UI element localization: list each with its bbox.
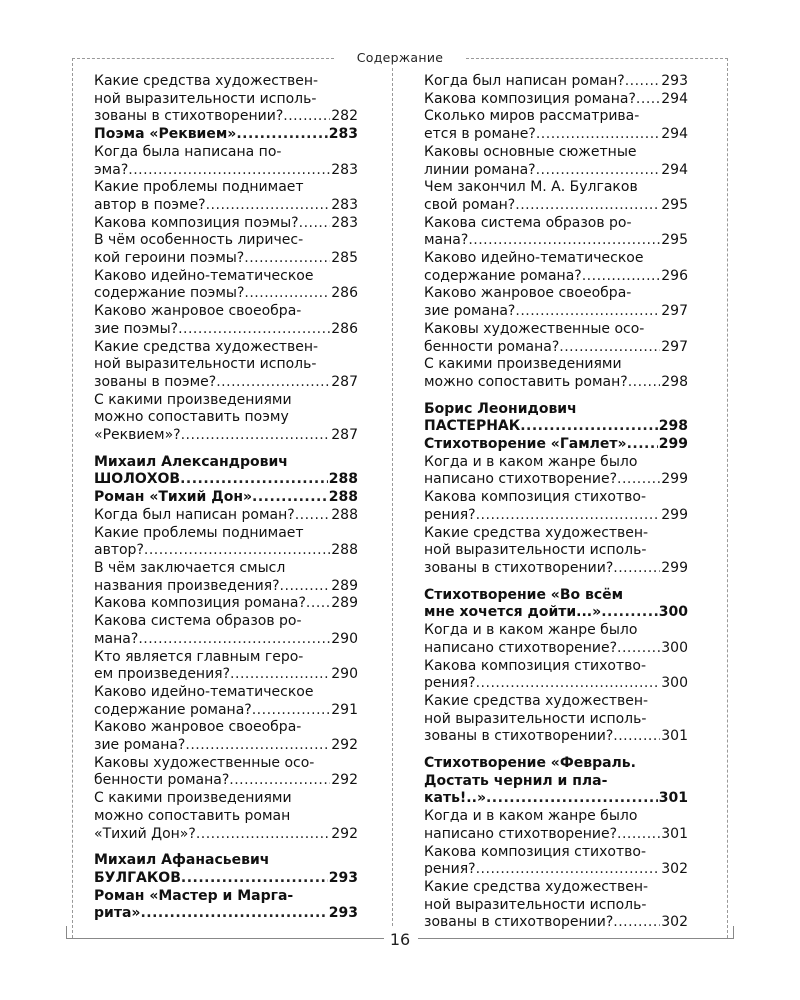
toc-entry-line: Каково жанровое своеобра- xyxy=(424,285,632,302)
dot-leader xyxy=(613,560,660,578)
toc-page-number: 288 xyxy=(331,542,358,559)
toc-entry-final-line xyxy=(94,471,358,489)
toc-entry-line: Какие проблемы поднимает xyxy=(94,179,304,196)
toc-page-number: 288 xyxy=(328,471,358,488)
toc-entry[interactable] xyxy=(94,454,358,489)
toc-entry-line: Какие проблемы поднимает xyxy=(94,524,304,541)
toc-entry-line: Когда и в каком жанре было xyxy=(424,453,638,470)
toc-entry-line: Какова система образов ро- xyxy=(424,214,632,231)
toc-right-column xyxy=(424,73,688,932)
toc-entry-final-line xyxy=(94,162,358,180)
toc-entry-line: Каково идейно-тематическое xyxy=(94,683,314,700)
dot-leader xyxy=(486,790,658,808)
toc-entry-final-line xyxy=(94,250,358,268)
toc-entry-text: «Тихий Дон»? xyxy=(94,825,196,842)
toc-page-number: 283 xyxy=(328,126,358,143)
toc-entry-text: БУЛГАКОВ xyxy=(94,869,181,886)
dot-leader xyxy=(185,737,330,755)
toc-page-number: 293 xyxy=(328,869,358,886)
toc-entry[interactable] xyxy=(424,285,688,320)
toc-entry[interactable] xyxy=(424,179,688,214)
toc-entry[interactable] xyxy=(94,649,358,684)
toc-entry[interactable] xyxy=(94,73,358,126)
toc-entry-text: Какова композиция поэмы? xyxy=(94,214,299,231)
toc-entry-text: ШОЛОХОВ xyxy=(94,471,181,488)
toc-entry[interactable] xyxy=(424,250,688,285)
toc-entry[interactable] xyxy=(424,525,688,578)
toc-page-number: 288 xyxy=(331,506,358,523)
toc-entry-final-line xyxy=(94,507,358,525)
dot-leader xyxy=(476,675,661,693)
toc-entry-text: зие поэмы? xyxy=(94,320,179,337)
toc-page-number: 282 xyxy=(331,108,358,125)
toc-page-number: 290 xyxy=(331,630,358,647)
toc-entry-final-line xyxy=(94,542,358,560)
toc-page-number: 299 xyxy=(658,436,688,453)
dot-leader xyxy=(252,702,331,720)
toc-entry-line: Каково жанровое своеобра- xyxy=(94,303,302,320)
toc-entry-text: рения? xyxy=(424,675,476,692)
toc-entry[interactable] xyxy=(424,321,688,356)
toc-page-number: 292 xyxy=(331,772,358,789)
toc-entry-line: Какие средства художествен- xyxy=(424,692,649,709)
toc-entry-line: Михаил Александрович xyxy=(94,453,288,470)
toc-entry-text: написано стихотворение? xyxy=(424,825,617,842)
toc-entry-text: автор? xyxy=(94,542,144,559)
toc-page-number: 287 xyxy=(331,373,358,390)
dot-leader xyxy=(617,640,660,658)
dot-leader xyxy=(244,250,330,268)
toc-page-number: 299 xyxy=(661,471,688,488)
dot-leader xyxy=(468,232,660,250)
toc-entry-final-line xyxy=(424,374,688,392)
dot-leader xyxy=(613,728,660,746)
toc-entry-line: Каковы художественные осо- xyxy=(424,320,645,337)
toc-entry[interactable] xyxy=(424,489,688,524)
toc-entry[interactable] xyxy=(424,108,688,143)
toc-page-number: 290 xyxy=(331,666,358,683)
toc-entry-final-line xyxy=(424,436,688,454)
dot-leader xyxy=(128,162,330,180)
dot-leader xyxy=(625,73,661,91)
toc-page-number: 285 xyxy=(331,250,358,267)
dot-leader xyxy=(306,595,330,613)
toc-entry-text: можно сопоставить роман? xyxy=(424,373,628,390)
toc-entry[interactable] xyxy=(94,144,358,179)
dot-leader xyxy=(252,489,328,507)
toc-page-number: 295 xyxy=(661,196,688,213)
toc-entry-text: зованы в поэме? xyxy=(94,373,217,390)
toc-entry[interactable] xyxy=(94,126,358,144)
dot-leader xyxy=(515,303,660,321)
toc-entry-final-line xyxy=(424,640,688,658)
section-title: Содержание xyxy=(356,50,444,65)
dot-leader xyxy=(229,772,330,790)
dot-leader xyxy=(617,471,660,489)
toc-entry-line: Каково идейно-тематическое xyxy=(424,250,644,267)
toc-page-number: 301 xyxy=(661,825,688,842)
toc-entry-final-line xyxy=(424,471,688,489)
toc-entry[interactable] xyxy=(94,339,358,392)
toc-entry-line: С какими произведениями xyxy=(94,391,292,408)
toc-entry-final-line xyxy=(94,285,358,303)
toc-entry-line: Каково идейно-тематическое xyxy=(94,267,314,284)
toc-entry-text: автор в поэме? xyxy=(94,196,206,213)
toc-entry-text: мана? xyxy=(424,232,469,249)
dot-leader xyxy=(627,436,658,454)
toc-entry-final-line xyxy=(424,418,688,436)
toc-entry-line: Какие средства художествен- xyxy=(94,338,319,355)
toc-entry-text: кать!..» xyxy=(424,790,486,807)
toc-entry-text: мана? xyxy=(94,630,139,647)
toc-entry-line: Когда и в каком жанре было xyxy=(424,622,638,639)
toc-entry-final-line xyxy=(94,321,358,339)
toc-entry-text: зованы в стихотворении? xyxy=(424,559,614,576)
toc-entry-text: мне хочется дойти...» xyxy=(424,604,602,621)
toc-entry-final-line xyxy=(424,91,688,109)
toc-entry-text: зованы в стихотворении? xyxy=(94,108,284,125)
toc-entry[interactable] xyxy=(424,91,688,109)
toc-entry[interactable] xyxy=(424,693,688,746)
toc-entry-final-line xyxy=(424,826,688,844)
dot-leader xyxy=(283,108,330,126)
dot-leader xyxy=(601,604,658,622)
toc-entry-final-line xyxy=(94,631,358,649)
toc-entry[interactable] xyxy=(94,215,358,233)
toc-entry-line: ной выразительности исполь- xyxy=(424,710,647,727)
toc-page-number: 294 xyxy=(661,90,688,107)
toc-entry-line: ной выразительности исполь- xyxy=(94,90,317,107)
toc-entry-final-line xyxy=(424,197,688,215)
toc-page-number: 289 xyxy=(331,595,358,612)
dot-leader xyxy=(236,126,327,144)
toc-entry[interactable] xyxy=(94,613,358,648)
column-divider xyxy=(392,68,393,926)
toc-page-number: 300 xyxy=(658,604,688,621)
toc-page-number: 302 xyxy=(661,861,688,878)
toc-entry-line: ной выразительности исполь- xyxy=(424,896,647,913)
toc-entry-line: С какими произведениями xyxy=(94,790,292,807)
toc-entry-line: Какие средства художествен- xyxy=(424,524,649,541)
toc-left-column xyxy=(94,73,358,923)
toc-entry-line: Когда была написана по- xyxy=(94,143,282,160)
toc-entry-line: В чём особенность лиричес- xyxy=(94,232,304,249)
toc-page-number: 299 xyxy=(661,559,688,576)
toc-page-number: 293 xyxy=(661,73,688,89)
toc-entry-final-line xyxy=(94,595,358,613)
toc-entry[interactable] xyxy=(94,179,358,214)
toc-entry-text: Стихотворение «Гамлет» xyxy=(424,436,627,453)
toc-entry-final-line xyxy=(424,507,688,525)
toc-page-number: 297 xyxy=(661,303,688,320)
toc-entry-final-line xyxy=(94,374,358,392)
toc-page-number: 287 xyxy=(331,427,358,444)
toc-page-number: 283 xyxy=(331,161,358,178)
toc-entry-final-line xyxy=(424,560,688,578)
toc-entry-line: Какие средства художествен- xyxy=(424,878,649,895)
toc-entry-text: свой роман? xyxy=(424,196,516,213)
dot-leader xyxy=(299,215,331,233)
toc-entry-line: Какие средства художествен- xyxy=(94,73,319,89)
toc-entry-line: Каково жанровое своеобра- xyxy=(94,719,302,736)
toc-entry-text: бенности романа? xyxy=(424,338,560,355)
toc-entry[interactable] xyxy=(94,560,358,595)
toc-page-number: 297 xyxy=(661,338,688,355)
toc-entry-final-line xyxy=(424,268,688,286)
toc-entry-final-line xyxy=(94,427,358,445)
toc-entry-text: Роман «Тихий Дон» xyxy=(94,489,253,506)
toc-entry-line: Каковы основные сюжетные xyxy=(424,143,637,160)
toc-entry[interactable] xyxy=(94,888,358,923)
toc-page-number: 298 xyxy=(658,418,688,435)
toc-page-number: 289 xyxy=(331,577,358,594)
toc-entry-final-line xyxy=(94,197,358,215)
toc-entry-line: Кто является главным геро- xyxy=(94,648,304,665)
toc-page-number: 283 xyxy=(331,214,358,231)
toc-entry-final-line xyxy=(94,215,358,233)
toc-entry-final-line xyxy=(94,126,358,144)
toc-entry-line: В чём заключается смысл xyxy=(94,559,286,576)
toc-entry[interactable] xyxy=(424,215,688,250)
dot-leader xyxy=(244,285,330,303)
toc-page-number: 302 xyxy=(661,914,688,931)
toc-entry-text: «Реквием»? xyxy=(94,427,181,444)
toc-entry-line: Какова система образов ро- xyxy=(94,613,302,630)
toc-page-number: 292 xyxy=(331,737,358,754)
toc-entry-final-line xyxy=(94,702,358,720)
toc-entry-final-line xyxy=(424,790,688,808)
toc-entry-final-line xyxy=(94,870,358,888)
toc-entry[interactable] xyxy=(424,144,688,179)
toc-entry-line: ной выразительности исполь- xyxy=(424,542,647,559)
toc-entry-final-line xyxy=(94,578,358,596)
dot-leader xyxy=(216,374,330,392)
toc-entry-final-line xyxy=(424,728,688,746)
toc-entry[interactable] xyxy=(94,507,358,525)
toc-entry-line: Сколько миров рассматрива- xyxy=(424,108,640,125)
toc-entry-line: Борис Леонидович xyxy=(424,400,577,417)
toc-entry[interactable] xyxy=(94,268,358,303)
toc-entry-line: Какова композиция стихотво- xyxy=(424,843,646,860)
toc-entry[interactable] xyxy=(424,454,688,489)
toc-entry-text: зованы в стихотворении? xyxy=(424,728,614,745)
toc-entry[interactable] xyxy=(424,808,688,843)
toc-entry[interactable] xyxy=(424,879,688,932)
toc-entry-final-line xyxy=(424,861,688,879)
toc-entry-final-line xyxy=(94,737,358,755)
dot-leader xyxy=(476,507,661,525)
toc-entry-text: Поэма «Реквием» xyxy=(94,126,237,143)
toc-entry[interactable] xyxy=(94,392,358,445)
dot-leader xyxy=(295,507,331,525)
toc-entry-final-line xyxy=(424,126,688,144)
frame-left-edge xyxy=(72,58,73,938)
toc-entry-line: Стихотворение «Февраль. xyxy=(424,755,636,772)
toc-entry-text: рения? xyxy=(424,861,476,878)
toc-entry[interactable] xyxy=(94,755,358,790)
dot-leader xyxy=(181,427,331,445)
toc-entry-text: бенности романа? xyxy=(94,772,230,789)
toc-page-number: 298 xyxy=(661,373,688,390)
toc-entry-text: Когда был написан роман? xyxy=(424,73,625,89)
toc-entry-text: рита» xyxy=(94,905,141,922)
dot-leader xyxy=(144,542,330,560)
toc-entry-text: зованы в стихотворении? xyxy=(424,914,614,931)
toc-page-number: 299 xyxy=(661,506,688,523)
toc-entry-line: ной выразительности исполь- xyxy=(94,356,317,373)
dot-leader xyxy=(628,374,661,392)
dot-leader xyxy=(613,914,660,932)
dot-leader xyxy=(196,826,330,844)
toc-entry[interactable] xyxy=(424,436,688,454)
toc-page-number: 283 xyxy=(331,196,358,213)
toc-entry-line: Роман «Мастер и Марга- xyxy=(94,887,294,904)
dot-leader xyxy=(181,870,328,888)
toc-entry-text: кой героини поэмы? xyxy=(94,250,245,267)
dot-leader xyxy=(178,321,330,339)
toc-entry[interactable] xyxy=(94,790,358,843)
toc-entry-text: рения? xyxy=(424,506,476,523)
toc-page-number: 286 xyxy=(331,285,358,302)
toc-entry[interactable] xyxy=(424,658,688,693)
dot-leader xyxy=(636,91,660,109)
toc-entry-text: ется в романе? xyxy=(424,126,536,143)
toc-page-number: 301 xyxy=(661,728,688,745)
dot-leader xyxy=(230,666,330,684)
dot-leader xyxy=(138,631,330,649)
dot-leader xyxy=(536,162,661,180)
toc-entry-text: содержание романа? xyxy=(424,267,582,284)
toc-entry-text: зие романа? xyxy=(94,737,186,754)
dot-leader xyxy=(180,471,328,489)
toc-entry-text: написано стихотворение? xyxy=(424,639,617,656)
toc-page-number: 296 xyxy=(661,267,688,284)
toc-entry-line: Каковы художественные осо- xyxy=(94,754,315,771)
toc-entry-final-line xyxy=(424,73,688,91)
toc-entry[interactable] xyxy=(94,489,358,507)
toc-entry-text: ем произведения? xyxy=(94,666,231,683)
toc-entry-final-line xyxy=(424,339,688,357)
toc-entry-text: названия произведения? xyxy=(94,577,280,594)
dot-leader xyxy=(206,197,331,215)
toc-entry[interactable] xyxy=(94,684,358,719)
toc-entry-line: С какими произведениями xyxy=(424,356,622,373)
toc-entry-text: линии романа? xyxy=(424,161,536,178)
toc-entry-line: Чем закончил М. А. Булгаков xyxy=(424,179,638,196)
toc-entry-final-line xyxy=(424,232,688,250)
toc-entry-final-line xyxy=(94,826,358,844)
toc-entry-final-line xyxy=(94,772,358,790)
toc-entry-final-line xyxy=(424,914,688,932)
toc-page-number: 291 xyxy=(331,701,358,718)
dot-leader xyxy=(559,339,660,357)
frame-right-edge xyxy=(727,58,728,938)
dot-leader xyxy=(515,197,660,215)
toc-entry-final-line xyxy=(424,675,688,693)
toc-page-number: 295 xyxy=(661,232,688,249)
toc-page-number: 294 xyxy=(661,161,688,178)
toc-entry[interactable] xyxy=(94,595,358,613)
toc-entry[interactable] xyxy=(424,622,688,657)
toc-page-number: 286 xyxy=(331,320,358,337)
toc-entry[interactable] xyxy=(424,401,688,436)
toc-entry[interactable] xyxy=(424,844,688,879)
dot-leader xyxy=(582,268,661,286)
toc-entry-line: Достать чернил и пла- xyxy=(424,772,608,789)
toc-entry-text: Какова композиция романа? xyxy=(424,90,636,107)
toc-entry-text: Когда был написан роман? xyxy=(94,506,295,523)
toc-entry-line: Когда и в каком жанре было xyxy=(424,808,638,825)
page-number: 16 xyxy=(389,930,411,949)
dot-leader xyxy=(536,126,660,144)
toc-entry-line: Какова композиция стихотво- xyxy=(424,657,646,674)
dot-leader xyxy=(476,861,661,879)
toc-entry-line: Стихотворение «Во всём xyxy=(424,586,624,603)
toc-entry-final-line xyxy=(94,666,358,684)
toc-entry-text: содержание поэмы? xyxy=(94,285,245,302)
toc-entry-final-line xyxy=(424,604,688,622)
toc-entry-text: написано стихотворение? xyxy=(424,471,617,488)
toc-entry-text: ПАСТЕРНАК xyxy=(424,418,521,435)
toc-entry-line: можно сопоставить роман xyxy=(94,807,291,824)
toc-entry[interactable] xyxy=(94,719,358,754)
toc-entry-text: содержание романа? xyxy=(94,701,252,718)
toc-entry[interactable] xyxy=(94,232,358,267)
toc-entry[interactable] xyxy=(424,755,688,808)
dot-leader xyxy=(520,418,658,436)
toc-entry[interactable] xyxy=(94,303,358,338)
toc-entry-final-line xyxy=(94,108,358,126)
dot-leader xyxy=(617,826,660,844)
toc-page-number: 292 xyxy=(331,825,358,842)
dot-leader xyxy=(140,905,327,923)
toc-entry-text: эма? xyxy=(94,161,129,178)
toc-page-number: 288 xyxy=(328,489,358,506)
toc-entry[interactable] xyxy=(424,73,688,91)
toc-entry-final-line xyxy=(94,489,358,507)
toc-entry-text: зие романа? xyxy=(424,303,516,320)
toc-entry-final-line xyxy=(94,905,358,923)
toc-page-number: 294 xyxy=(661,126,688,143)
toc-entry-final-line xyxy=(424,303,688,321)
toc-entry[interactable] xyxy=(424,587,688,622)
toc-entry[interactable] xyxy=(94,852,358,887)
toc-page-number: 300 xyxy=(661,675,688,692)
toc-page-number: 293 xyxy=(328,905,358,922)
dot-leader xyxy=(280,578,331,596)
toc-entry-line: Какова композиция стихотво- xyxy=(424,489,646,506)
toc-entry[interactable] xyxy=(94,525,358,560)
toc-entry-line: можно сопоставить поэму xyxy=(94,409,289,426)
toc-page-number: 300 xyxy=(661,639,688,656)
toc-entry[interactable] xyxy=(424,356,688,391)
toc-entry-text: Какова композиция романа? xyxy=(94,595,306,612)
toc-entry-final-line xyxy=(424,162,688,180)
toc-entry-line: Михаил Афанасьевич xyxy=(94,852,270,869)
toc-page-number: 301 xyxy=(658,790,688,807)
